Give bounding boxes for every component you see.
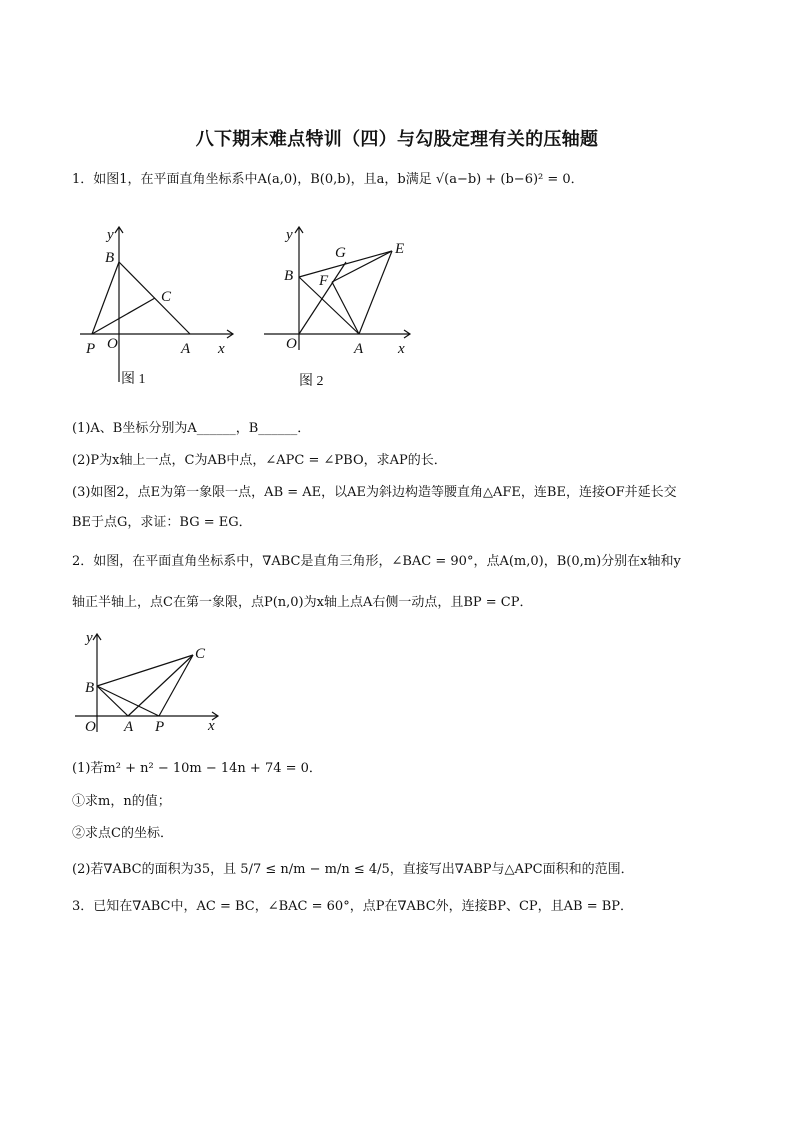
fig2-label-g: G — [335, 245, 346, 261]
fig2-caption: 图 2 — [299, 374, 324, 389]
q2-label-a: A — [124, 719, 134, 735]
fig2-label-x: x — [398, 341, 405, 357]
q1-stem: 1．如图1，在平面直角坐标系中A(a,0)，B(0,b)，且a，b满足 √(a−b) + (b−6)² = 0． — [72, 172, 584, 187]
q1-part-2: (2)P为x轴上一点，C为AB中点，∠APC = ∠PBO，求AP的长． — [72, 453, 447, 468]
fig1-label-o: O — [107, 336, 118, 352]
fig1-label-b: B — [105, 250, 115, 266]
figure-1 — [75, 222, 245, 392]
fig1-label-a: A — [181, 341, 191, 357]
q2-label-b: B — [85, 680, 95, 696]
fig2-label-b: B — [284, 268, 294, 284]
q2-part-1: (1)若m² + n² − 10m − 14n + 74 = 0． — [72, 761, 322, 776]
q2-stem-line-1: 2．如图，在平面直角坐标系中，∇ABC是直角三角形，∠BAC = 90°，点A(m,0)，B(0,m)分别在x轴和y — [72, 554, 681, 569]
figure-2 — [262, 222, 422, 392]
q2-stem-line-2: 轴正半轴上，点C在第一象限，点P(n,0)为x轴上点A右侧一动点，且BP = CP． — [72, 595, 533, 610]
q2-label-c: C — [195, 646, 206, 662]
q1-part-1: (1)A、B坐标分别为A______，B______． — [72, 421, 311, 436]
fig1-label-x: x — [218, 341, 225, 357]
q2-segment-ba — [97, 686, 128, 716]
q3-stem: 3．已知在∇ABC中，AC = BC，∠BAC = 60°，点P在∇ABC外，连接BP、CP，且AB = BP． — [72, 899, 634, 914]
fig2-label-a: A — [354, 341, 364, 357]
q1-part-3-line-1: (3)如图2，点E为第一象限一点，AB = AE，以AE为斜边构造等腰直角△AFE，连BE，连接OF并延长交 — [72, 485, 677, 500]
fig1-segment-bp — [92, 262, 119, 334]
q2-label-x: x — [208, 718, 215, 734]
q2-label-p: P — [155, 719, 165, 735]
q2-segment-ac — [128, 655, 193, 716]
fig2-segment-ae — [359, 251, 392, 334]
fig2-segment-af — [332, 282, 359, 334]
fig1-label-c: C — [161, 289, 172, 305]
fig2-label-y: y — [286, 227, 293, 243]
q2-segment-bp — [97, 686, 159, 716]
fig1-label-y: y — [107, 227, 114, 243]
q2-part-1-sub-2: ②求点C的坐标． — [72, 826, 173, 841]
fig2-label-o: O — [286, 336, 297, 352]
q1-part-3-line-2: BE于点G，求证：BG = EG． — [72, 515, 252, 530]
fig1-segment-pc — [92, 298, 155, 334]
fig2-segment-ba — [299, 277, 359, 334]
figure-q2 — [75, 628, 235, 743]
q2-part-1-sub-1: ①求m，n的值； — [72, 794, 171, 809]
fig2-label-e: E — [395, 241, 405, 257]
fig1-label-p: P — [86, 341, 96, 357]
q2-label-y: y — [86, 630, 93, 646]
q2-part-2: (2)若∇ABC的面积为35，且 5/7 ≤ n/m − m/n ≤ 4/5，直接写出∇ABP与△APC面积和的范围． — [72, 862, 634, 877]
fig2-label-f: F — [319, 273, 329, 289]
page-title: 八下期末难点特训（四）与勾股定理有关的压轴题 — [195, 129, 599, 150]
fig1-caption: 图 1 — [121, 372, 146, 387]
q2-label-o: O — [85, 719, 96, 735]
